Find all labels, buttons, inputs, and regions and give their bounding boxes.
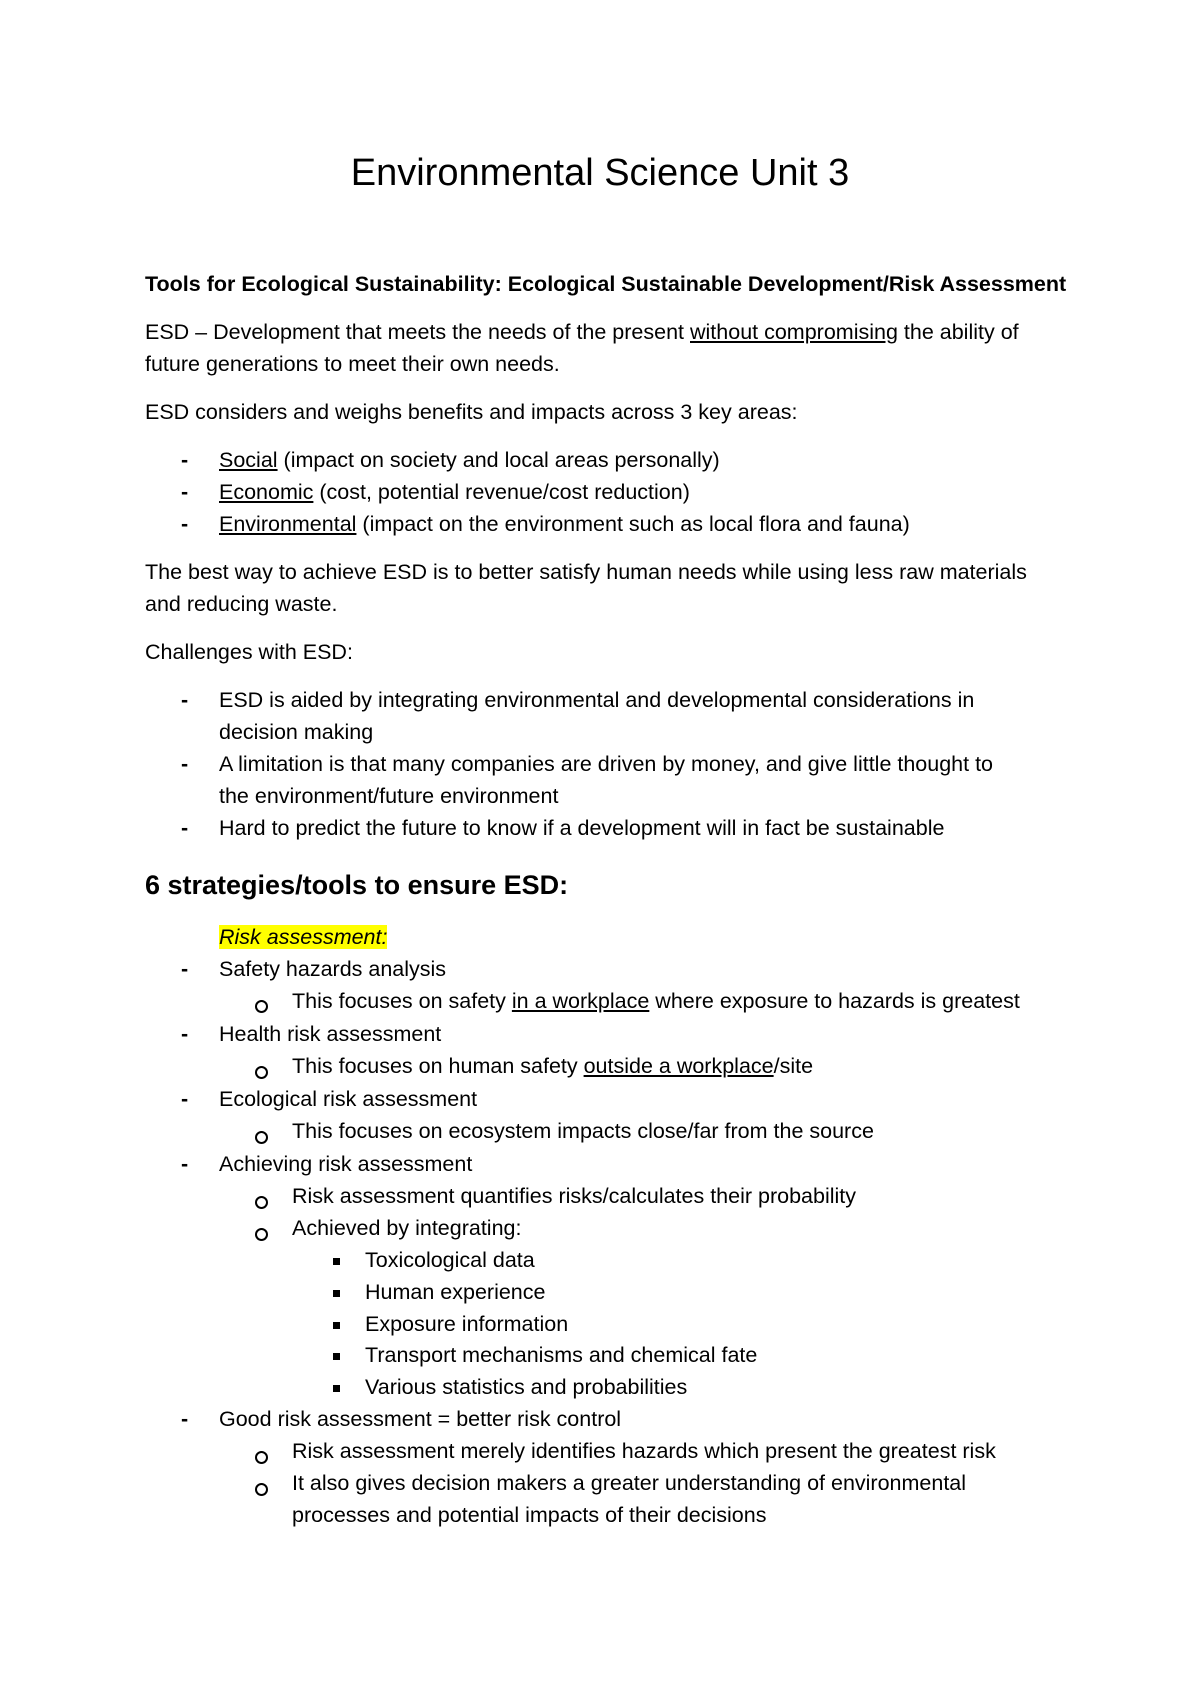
challenge-item-cont: the environment/future environment <box>219 784 559 808</box>
challenge-item-cont: decision making <box>219 720 374 744</box>
square-bullet <box>333 1290 340 1297</box>
dash-bullet: - <box>181 448 189 472</box>
circle-bullet <box>255 1451 268 1464</box>
sub-underlined: in a workplace <box>511 989 650 1013</box>
square-bullet <box>333 1353 340 1360</box>
challenges-intro: Challenges with ESD: <box>145 640 353 664</box>
document-title: Environmental Science Unit 3 <box>350 152 850 194</box>
challenge-item: Hard to predict the future to know if a development will in fact be sustainable <box>219 816 945 840</box>
sub-text: This focuses on human safety <box>292 1054 584 1078</box>
circle-bullet <box>255 1000 268 1013</box>
dash-bullet: - <box>181 816 189 840</box>
dash-bullet: - <box>181 1087 189 1111</box>
list-item: Achieving risk assessment <box>219 1152 473 1176</box>
square-bullet <box>333 1385 340 1392</box>
esd-definition-line1 <box>145 316 1019 348</box>
square-bullet <box>333 1258 340 1265</box>
circle-bullet <box>255 1196 268 1209</box>
sub-text: This focuses on safety <box>292 989 512 1013</box>
definition-text-post: the ability of <box>897 320 1019 344</box>
dash-bullet: - <box>181 752 189 776</box>
sub-sub-item: Various statistics and probabilities <box>365 1375 688 1399</box>
sub-sub-item: Transport mechanisms and chemical fate <box>365 1343 758 1367</box>
area-item <box>219 476 690 508</box>
sub-item-cont: processes and potential impacts of their decisions <box>292 1503 767 1527</box>
dash-bullet: - <box>181 1152 189 1176</box>
esd-definition-line2: future generations to meet their own needs. <box>145 352 560 376</box>
area-name: Economic <box>219 480 314 504</box>
area-name: Social <box>219 448 278 472</box>
list-item: Ecological risk assessment <box>219 1087 478 1111</box>
areas-intro: ESD considers and weighs benefits and impacts across 3 key areas: <box>145 400 798 424</box>
sub-item: Risk assessment merely identifies hazards which present the greatest risk <box>292 1439 996 1463</box>
sub-item: Achieved by integrating: <box>292 1216 522 1240</box>
risk-assessment-label <box>219 921 387 953</box>
square-bullet <box>333 1322 340 1329</box>
circle-bullet <box>255 1483 268 1496</box>
list-item: Safety hazards analysis <box>219 957 447 981</box>
sub-text-post: where exposure to hazards is greatest <box>649 989 1020 1013</box>
area-item <box>219 444 720 476</box>
dash-bullet: - <box>181 480 189 504</box>
circle-bullet <box>255 1066 268 1079</box>
sub-sub-item: Toxicological data <box>365 1248 535 1272</box>
dash-bullet: - <box>181 957 189 981</box>
sub-sub-item: Exposure information <box>365 1312 569 1336</box>
best-way-line2: and reducing waste. <box>145 592 338 616</box>
definition-underlined: without compromising <box>690 320 898 344</box>
list-item: Good risk assessment = better risk control <box>219 1407 622 1431</box>
challenge-item: ESD is aided by integrating environmental and developmental considerations in <box>219 688 975 712</box>
area-item <box>219 508 910 540</box>
area-desc: (impact on society and local areas personally) <box>277 448 720 472</box>
highlighted-label: Risk assessment: <box>219 925 388 949</box>
best-way-line1: The best way to achieve ESD is to better satisfy human needs while using less raw materials <box>145 560 1027 584</box>
challenge-item: A limitation is that many companies are driven by money, and give little thought to <box>219 752 994 776</box>
section-heading: Tools for Ecological Sustainability: Ecological Sustainable Development/Risk Assessment <box>145 272 1067 296</box>
sub-item <box>292 985 1020 1017</box>
area-name: Environmental <box>219 512 357 536</box>
area-desc: (impact on the environment such as local flora and fauna) <box>356 512 910 536</box>
sub-item: This focuses on ecosystem impacts close/far from the source <box>292 1119 874 1143</box>
dash-bullet: - <box>181 1022 189 1046</box>
strategies-heading: 6 strategies/tools to ensure ESD: <box>145 870 569 900</box>
dash-bullet: - <box>181 1407 189 1431</box>
sub-text-post: /site <box>773 1054 814 1078</box>
circle-bullet <box>255 1228 268 1241</box>
dash-bullet: - <box>181 688 189 712</box>
definition-text: ESD – Development that meets the needs of the present <box>145 320 690 344</box>
sub-item: Risk assessment quantifies risks/calculates their probability <box>292 1184 857 1208</box>
list-item: Health risk assessment <box>219 1022 442 1046</box>
sub-item: It also gives decision makers a greater understanding of environmental <box>292 1471 967 1495</box>
sub-item <box>292 1050 813 1082</box>
circle-bullet <box>255 1131 268 1144</box>
area-desc: (cost, potential revenue/cost reduction) <box>313 480 690 504</box>
sub-underlined: outside a workplace <box>583 1054 774 1078</box>
dash-bullet: - <box>181 512 189 536</box>
sub-sub-item: Human experience <box>365 1280 546 1304</box>
